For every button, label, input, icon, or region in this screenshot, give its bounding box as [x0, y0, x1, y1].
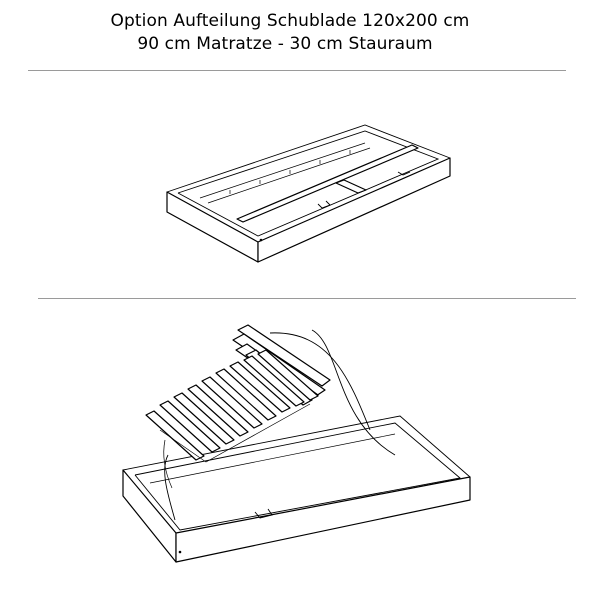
- drawer2-screw: [179, 551, 182, 554]
- insert-guide-left: [164, 440, 172, 488]
- drawer2-front-face: [176, 477, 470, 562]
- insert-arrow-left: [165, 455, 175, 520]
- drawer2-rim: [123, 416, 470, 477]
- slat-strap: [160, 404, 310, 462]
- title-line-1: Option Aufteilung Schublade 120x200 cm: [110, 11, 470, 31]
- title-line-2: 90 cm Matratze - 30 cm Stauraum: [137, 34, 433, 54]
